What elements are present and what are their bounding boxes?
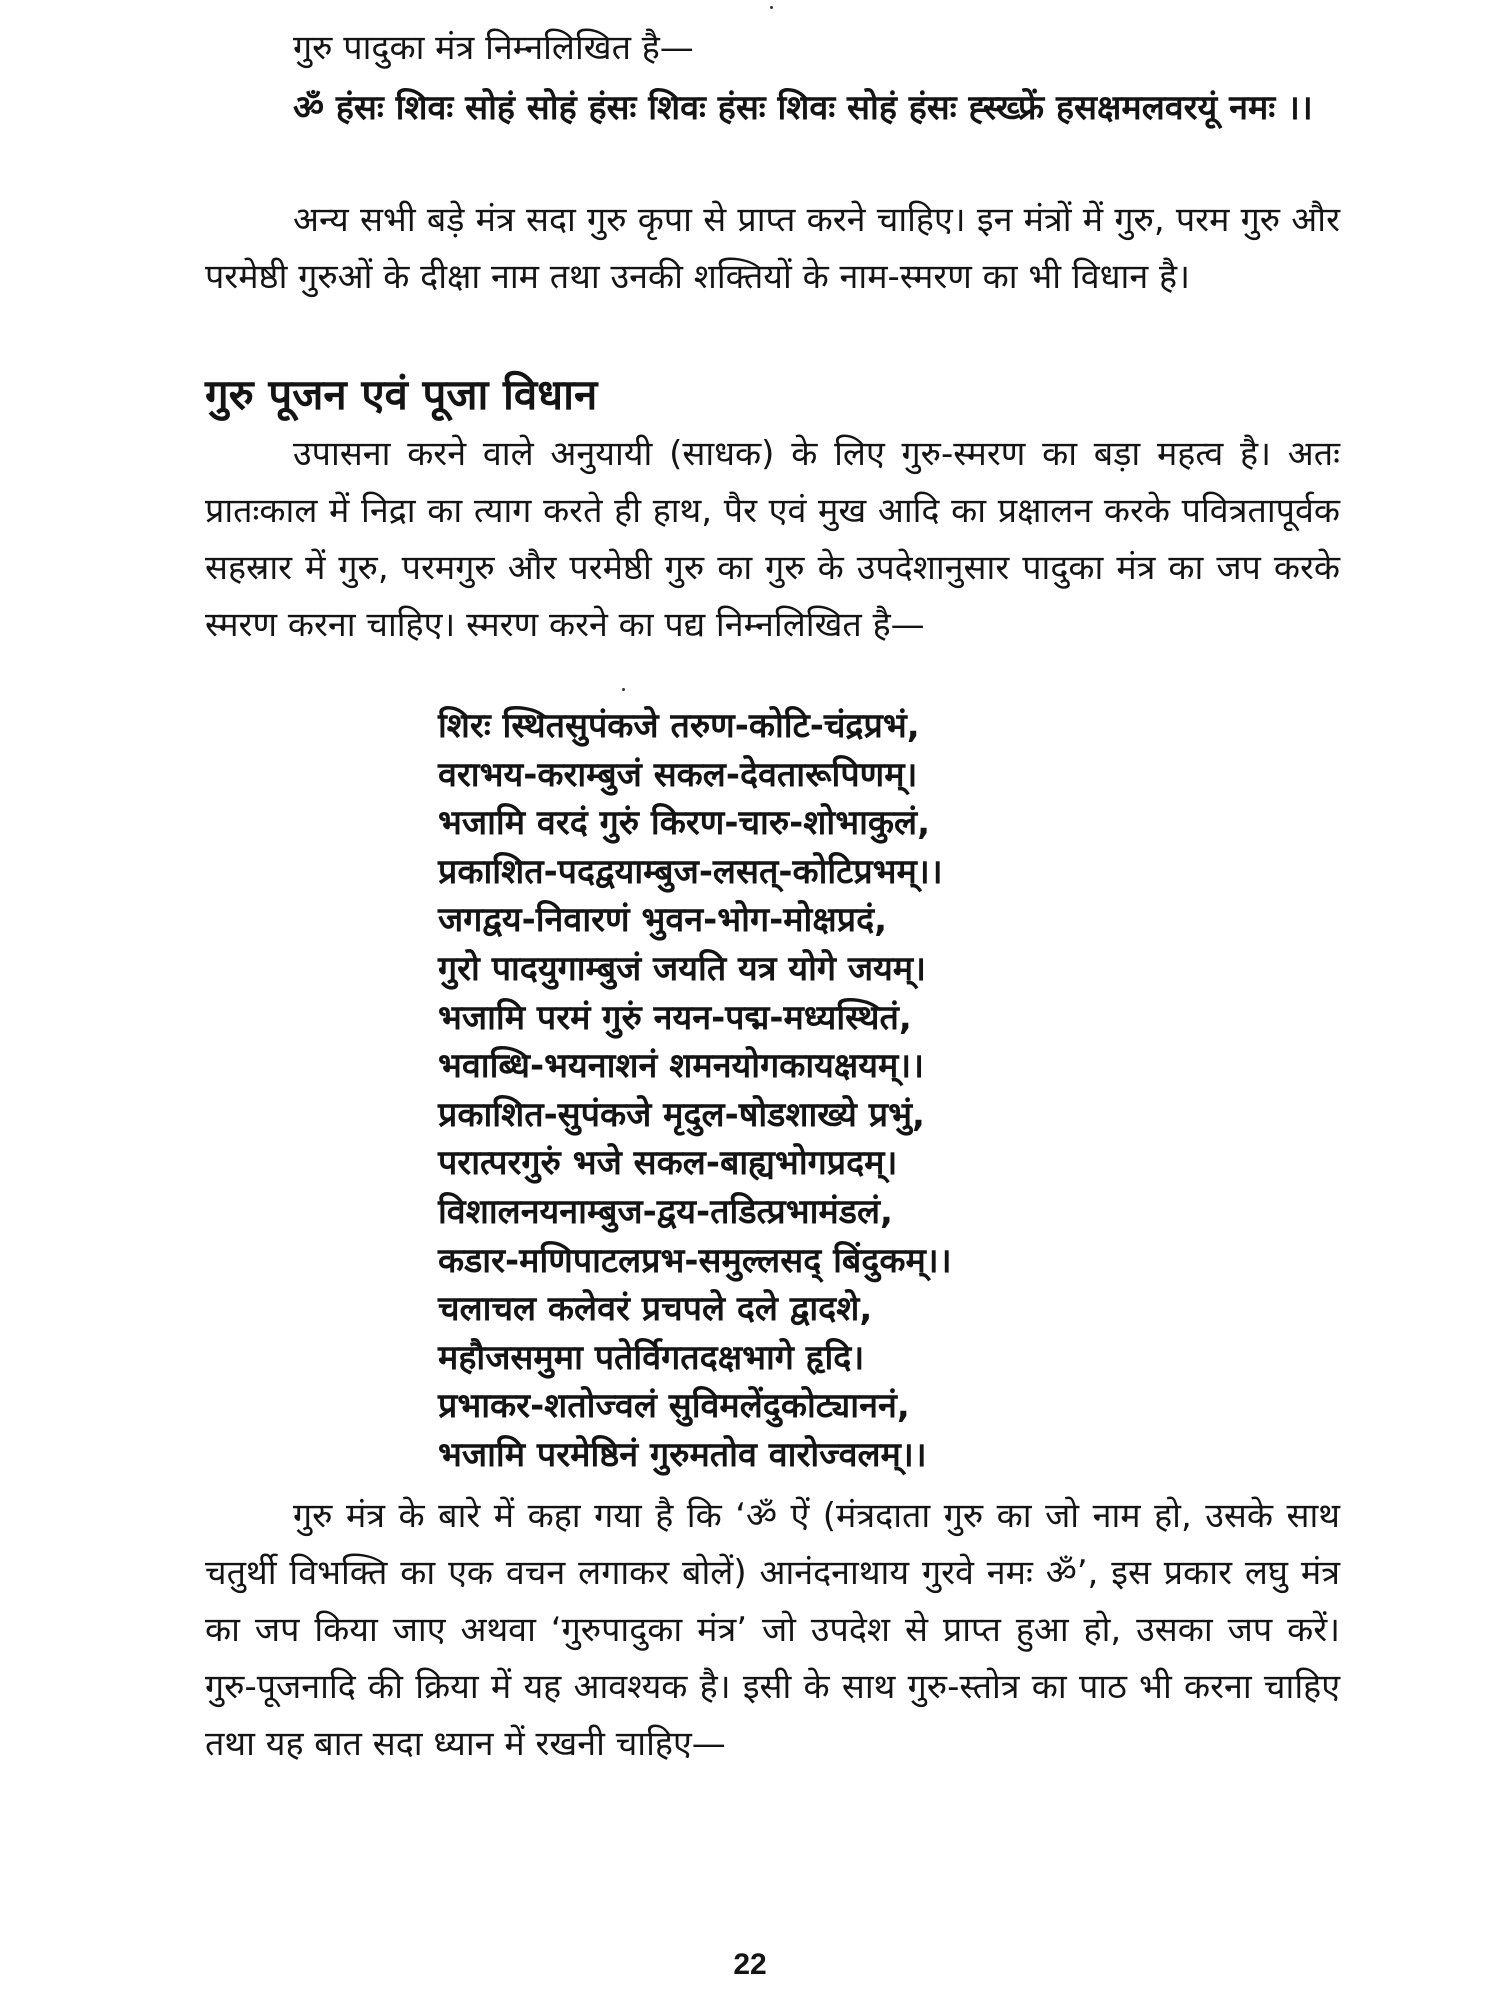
verse-line: महौजसमुमा पतेर्विगतदक्षभागे हृदि। (438, 1337, 865, 1378)
paragraph-mantras: अन्य सभी बड़े मंत्र सदा गुरु कृपा से प्राप्त करने चाहिए। इन मंत्रों में गुरु, परम गुरु और परमेष्ठी गुरुओं के दीक्षा नाम तथा उनकी शक्तियों के नाम-स्मरण का भी विधान है। (205, 200, 1340, 297)
verse-line: शिरः स्थितसुपंकजे तरुण-कोटि-चंद्रप्रभं, (438, 706, 920, 746)
scan-speck (770, 6, 773, 9)
verse-line: परात्परगुरुं भजे सकल-बाह्यभोगप्रदम्। (438, 1143, 898, 1184)
verse-line: वराभय-कराम्बुजं सकल-देवतारूपिणम्। (438, 754, 918, 795)
scan-speck (622, 688, 625, 691)
verse-line: गुरो पादयुगाम्बुजं जयति यत्र योगे जयम्। (438, 948, 927, 989)
verse-line: प्रभाकर-शतोज्वलं सुविमलेंदुकोट्याननं, (438, 1386, 910, 1427)
verse-line: भजामि परमेष्ठिनं गुरुमतोव वारोज्वलम्।। (438, 1434, 927, 1475)
verse-line: कडार-मणिपाटलप्रभ-समुल्लसद् बिंदुकम्।। (438, 1240, 952, 1281)
verse-line: भजामि वरदं गुरुं किरण-चारु-शोभाकुलं, (438, 803, 930, 844)
verse-line: जगद्वय-निवारणं भुवन-भोग-मोक्षप्रदं, (438, 900, 888, 941)
intro-line: गुरु पादुका मंत्र निम्नलिखित है— (293, 28, 694, 68)
verse-line: भवाब्धि-भयनाशनं शमनयोगकायक्षयम्।। (438, 1046, 925, 1087)
paragraph-guru-smaran: उपासना करने वाले अनुयायी (साधक) के लिए गुरु-स्मरण का बड़ा महत्व है। अतः प्रातःकाल में निद्रा का त्याग करते ही हाथ, पैर एवं मुख आदि का प्रक्षालन करके पवित्रतापूर्वक सहस्रार में गुरु, परमगुरु और परमेष्ठी गुरु का गुरु के उपदेशानुसार पादुका मंत्र का जप करके स्मरण करना चाहिए। स्मरण करने का पद्य निम्नलिखित है— (205, 434, 1340, 645)
page-number: 22 (733, 1948, 767, 1981)
verse-line: विशालनयनाम्बुज-द्वय-तडित्प्रभामंडलं, (438, 1191, 893, 1232)
verse-line: चलाचल कलेवरं प्रचपले दले द्वादशे, (438, 1289, 873, 1330)
verse-line: प्रकाशित-पदद्वयाम्बुज-लसत्-कोटिप्रभम्।। (438, 851, 943, 892)
verse-line: भजामि परमं गुरुं नयन-पद्म-मध्यस्थितं, (438, 997, 912, 1038)
section-heading: गुरु पूजन एवं पूजा विधान (205, 370, 598, 419)
verse-line: प्रकाशित-सुपंकजे मृदुल-षोडशाख्ये प्रभुं, (438, 1094, 925, 1135)
guru-paduka-mantra: ॐ हंसः शिवः सोहं सोहं हंसः शिवः हंसः शिवः सोहं हंसः ह्स्ख्फ्रें हसक्षमलवरयूं नमः ।। (293, 88, 1313, 128)
paragraph-guru-mantra: गुरु मंत्र के बारे में कहा गया है कि ‘ॐ ऐं (मंत्रदाता गुरु का जो नाम हो, उसके साथ चतुर्थी विभक्ति का एक वचन लगाकर बोलें) आनंदनाथाय गुरवे नमः ॐ’, इस प्रकार लघु मंत्र का जप किया जाए अथवा ‘गुरुपादुका मंत्र’ जो उपदेश से प्राप्त हुआ हो, उसका जप करें। गुरु-पूजनादि की क्रिया में यह आवश्यक है। इसी के साथ गुरु-स्तोत्र का पाठ भी करना चाहिए तथा यह बात सदा ध्यान में रखनी चाहिए— (205, 1496, 1340, 1764)
verse-block (438, 702, 1078, 1480)
